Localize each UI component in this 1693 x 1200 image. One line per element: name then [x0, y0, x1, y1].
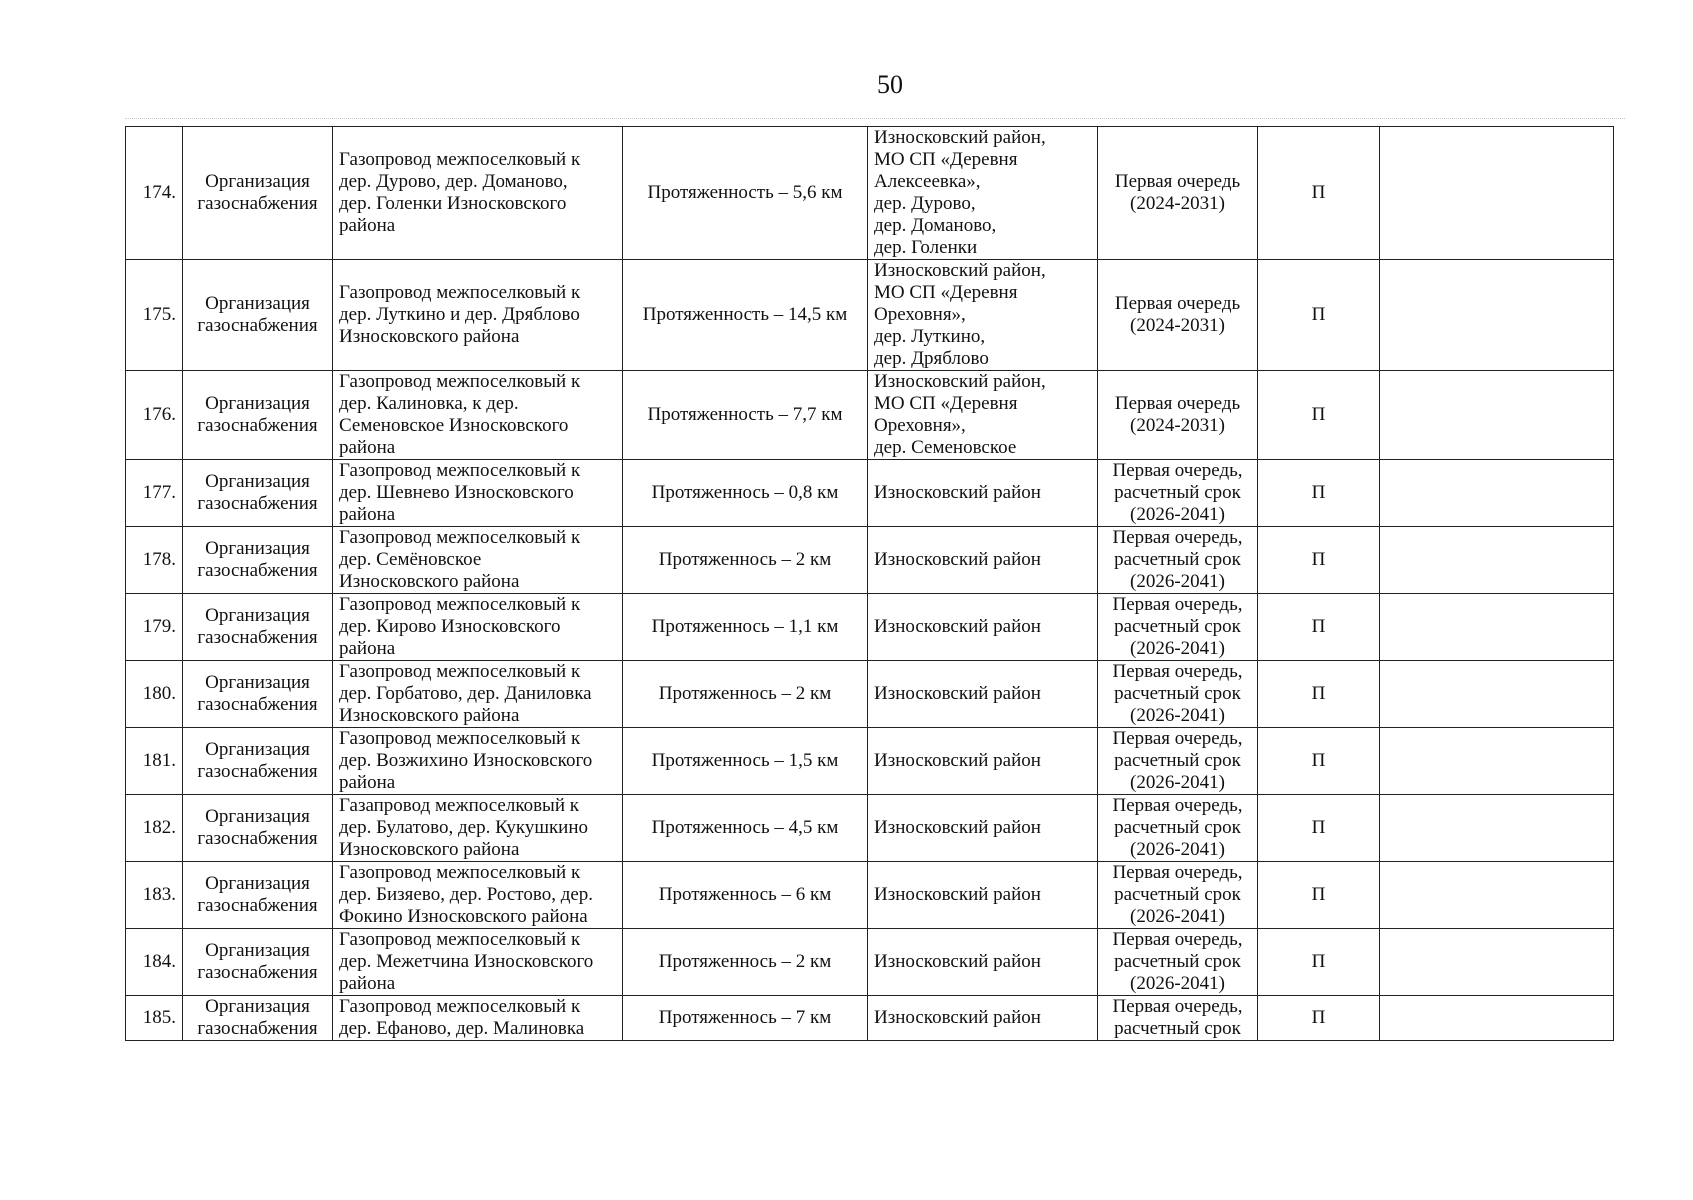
status-cell: [1258, 929, 1380, 996]
status-cell: [1258, 460, 1380, 527]
object-name: Газопровод межпоселковый к дер. Шевнево Износковского района: [339, 460, 581, 525]
activity-type-cell: [183, 996, 333, 1041]
empty-cell: [1380, 929, 1614, 996]
row-number: 180.: [142, 683, 176, 704]
implementation-stage: Первая очередь, расчетный срок (2026-2041): [1112, 661, 1243, 726]
location: Износковский район, МО СП «Деревня Ореховня», дер. Семеновское: [874, 371, 1046, 458]
empty-cell: [1380, 862, 1614, 929]
status-cell: [1258, 795, 1380, 862]
row-number-cell: [126, 728, 183, 795]
location: Износковский район: [874, 817, 1041, 838]
activity-type: Организация газоснабжения: [197, 940, 318, 983]
implementation-stage: Первая очередь (2024-2031): [1114, 393, 1241, 436]
stage-cell: [1098, 862, 1258, 929]
page-number: 50: [877, 70, 903, 99]
implementation-stage: Первая очередь, расчетный срок (2026-2041): [1112, 460, 1243, 525]
table-row: [126, 795, 1614, 862]
row-number-cell: [126, 527, 183, 594]
stage-cell: [1098, 371, 1258, 460]
pipeline-length: Протяженность – 7,7 км: [647, 404, 843, 425]
activity-type-cell: [183, 929, 333, 996]
status-cell: [1258, 127, 1380, 260]
length-cell: [623, 371, 868, 460]
activity-type: Организация газоснабжения: [197, 605, 318, 648]
empty-cell: [1380, 260, 1614, 371]
status-code: П: [1311, 817, 1326, 838]
row-number-cell: [126, 862, 183, 929]
status-cell: [1258, 260, 1380, 371]
status-code: П: [1311, 1007, 1326, 1028]
row-number: 179.: [142, 616, 176, 637]
status-code: П: [1311, 549, 1326, 570]
row-number-cell: [126, 260, 183, 371]
status-code: П: [1311, 616, 1326, 637]
table-row: [126, 371, 1614, 460]
status-cell: [1258, 996, 1380, 1041]
pipeline-length: Протяженность – 14,5 км: [642, 304, 848, 325]
location: Износковский район: [874, 884, 1041, 905]
pipeline-length: Протяженнось – 2 км: [658, 683, 832, 704]
stage-cell: [1098, 661, 1258, 728]
implementation-stage: Первая очередь, расчетный срок (2026-2041): [1112, 929, 1243, 994]
empty-cell: [1380, 127, 1614, 260]
row-number: 178.: [142, 549, 176, 570]
object-name-cell: [333, 527, 623, 594]
object-name-cell: [333, 862, 623, 929]
row-number-cell: [126, 460, 183, 527]
status-code: П: [1311, 750, 1326, 771]
object-name-cell: [333, 996, 623, 1041]
stage-cell: [1098, 527, 1258, 594]
activity-type-cell: [183, 728, 333, 795]
row-number: 181.: [142, 750, 176, 771]
stage-cell: [1098, 460, 1258, 527]
activity-type-cell: [183, 795, 333, 862]
activity-type: Организация газоснабжения: [197, 393, 318, 436]
location-cell: [868, 728, 1098, 795]
object-name: Газопровод межпоселковый к дер. Кирово Износковского района: [339, 594, 581, 659]
status-code: П: [1311, 404, 1326, 425]
implementation-stage: Первая очередь, расчетный срок (2026-2041): [1112, 728, 1243, 793]
length-cell: [623, 929, 868, 996]
activity-type-cell: [183, 594, 333, 661]
location-cell: [868, 661, 1098, 728]
empty-cell: [1380, 661, 1614, 728]
location: Износковский район: [874, 683, 1041, 704]
status-code: П: [1311, 304, 1326, 325]
row-number-cell: [126, 661, 183, 728]
empty-cell: [1380, 795, 1614, 862]
object-name: Газапровод межпоселковый к дер. Булатово, дер. Кукушкино Износковского района: [339, 795, 589, 860]
table-row: [126, 127, 1614, 260]
activity-type-cell: [183, 127, 333, 260]
pipeline-length: Протяженнось – 1,5 км: [651, 750, 839, 771]
pipeline-length: Протяженнось – 7 км: [658, 1007, 832, 1028]
empty-cell: [1380, 371, 1614, 460]
implementation-stage: Первая очередь, расчетный срок (2026-2041): [1112, 862, 1243, 927]
status-cell: [1258, 371, 1380, 460]
stage-cell: [1098, 127, 1258, 260]
location-cell: [868, 371, 1098, 460]
object-name-cell: [333, 371, 623, 460]
table-row: [126, 260, 1614, 371]
object-name-cell: [333, 661, 623, 728]
location-cell: [868, 594, 1098, 661]
object-name-cell: [333, 929, 623, 996]
status-cell: [1258, 728, 1380, 795]
location-cell: [868, 795, 1098, 862]
activity-type: Организация газоснабжения: [197, 873, 318, 916]
object-name-cell: [333, 260, 623, 371]
length-cell: [623, 460, 868, 527]
activity-type: Организация газоснабжения: [197, 293, 318, 336]
status-code: П: [1311, 884, 1326, 905]
row-number: 182.: [142, 817, 176, 838]
implementation-stage: Первая очередь, расчетный срок (2026-2041): [1112, 594, 1243, 659]
object-name: Газопровод межпоселковый к дер. Луткино и дер. Дряблово Износковского района: [339, 282, 581, 347]
location: Износковский район: [874, 951, 1041, 972]
location: Износковский район: [874, 549, 1041, 570]
pipeline-length: Протяженность – 5,6 км: [647, 182, 843, 203]
object-name: Газопровод межпоселковый к дер. Бизяево, дер. Ростово, дер. Фокино Износковского района: [339, 862, 594, 927]
activity-type: Организация газоснабжения: [197, 538, 318, 581]
pipeline-length: Протяженнось – 4,5 км: [651, 817, 839, 838]
length-cell: [623, 127, 868, 260]
status-cell: [1258, 661, 1380, 728]
scan-artifact-line: [125, 118, 1625, 119]
row-number-cell: [126, 127, 183, 260]
status-code: П: [1311, 683, 1326, 704]
location: Износковский район: [874, 482, 1041, 503]
length-cell: [623, 594, 868, 661]
location-cell: [868, 929, 1098, 996]
implementation-stage: Первая очередь, расчетный срок: [1112, 996, 1243, 1039]
length-cell: [623, 862, 868, 929]
length-cell: [623, 661, 868, 728]
activity-type: Организация газоснабжения: [197, 672, 318, 715]
row-number-cell: [126, 929, 183, 996]
length-cell: [623, 527, 868, 594]
object-name-cell: [333, 127, 623, 260]
length-cell: [623, 728, 868, 795]
object-name: Газопровод межпоселковый к дер. Семёновское Износковского района: [339, 527, 581, 592]
object-name-cell: [333, 795, 623, 862]
status-cell: [1258, 527, 1380, 594]
activity-type-cell: [183, 527, 333, 594]
status-cell: [1258, 594, 1380, 661]
row-number-cell: [126, 996, 183, 1041]
empty-cell: [1380, 996, 1614, 1041]
row-number: 175.: [142, 304, 176, 325]
length-cell: [623, 996, 868, 1041]
row-number-cell: [126, 371, 183, 460]
implementation-stage: Первая очередь (2024-2031): [1114, 171, 1241, 214]
empty-cell: [1380, 527, 1614, 594]
stage-cell: [1098, 594, 1258, 661]
row-number: 176.: [142, 404, 176, 425]
table-row: [126, 996, 1614, 1041]
object-name-cell: [333, 728, 623, 795]
table-row: [126, 527, 1614, 594]
stage-cell: [1098, 929, 1258, 996]
activity-type: Организация газоснабжения: [197, 471, 318, 514]
object-name: Газопровод межпоселковый к дер. Межетчина Износковского района: [339, 929, 594, 994]
location-cell: [868, 996, 1098, 1041]
length-cell: [623, 260, 868, 371]
pipeline-length: Протяженнось – 0,8 км: [651, 482, 839, 503]
row-number: 184.: [142, 951, 176, 972]
status-code: П: [1311, 182, 1326, 203]
activity-type-cell: [183, 460, 333, 527]
implementation-stage: Первая очередь, расчетный срок (2026-2041): [1112, 795, 1243, 860]
row-number-cell: [126, 594, 183, 661]
gas-supply-table: [125, 126, 1614, 1041]
object-name: Газопровод межпоселковый к дер. Возжихино Износковского района: [339, 728, 593, 793]
table-row: [126, 929, 1614, 996]
activity-type: Организация газоснабжения: [197, 996, 318, 1039]
location: Износковский район: [874, 1007, 1041, 1028]
object-name-cell: [333, 594, 623, 661]
stage-cell: [1098, 260, 1258, 371]
implementation-stage: Первая очередь (2024-2031): [1114, 293, 1241, 336]
table-row: [126, 862, 1614, 929]
object-name: Газопровод межпоселковый к дер. Калиновка, к дер. Семеновское Износковского района: [339, 371, 581, 458]
table-row: [126, 728, 1614, 795]
stage-cell: [1098, 795, 1258, 862]
row-number: 174.: [142, 182, 176, 203]
empty-cell: [1380, 594, 1614, 661]
object-name: Газопровод межпоселковый к дер. Ефаново, дер. Малиновка: [339, 996, 585, 1039]
location-cell: [868, 127, 1098, 260]
location: Износковский район: [874, 616, 1041, 637]
location-cell: [868, 862, 1098, 929]
activity-type-cell: [183, 661, 333, 728]
row-number: 177.: [142, 482, 176, 503]
activity-type-cell: [183, 260, 333, 371]
activity-type-cell: [183, 862, 333, 929]
pipeline-length: Протяженнось – 2 км: [658, 951, 832, 972]
row-number: 185.: [142, 1007, 176, 1028]
activity-type: Организация газоснабжения: [197, 739, 318, 782]
location-cell: [868, 260, 1098, 371]
stage-cell: [1098, 996, 1258, 1041]
table-row: [126, 460, 1614, 527]
activity-type: Организация газоснабжения: [197, 806, 318, 849]
length-cell: [623, 795, 868, 862]
location: Износковский район, МО СП «Деревня Ореховня», дер. Луткино, дер. Дряблово: [874, 260, 1046, 369]
activity-type: Организация газоснабжения: [197, 171, 318, 214]
location-cell: [868, 460, 1098, 527]
table-row: [126, 661, 1614, 728]
pipeline-length: Протяженнось – 1,1 км: [651, 616, 839, 637]
pipeline-length: Протяженнось – 6 км: [658, 884, 832, 905]
status-code: П: [1311, 482, 1326, 503]
location: Износковский район: [874, 750, 1041, 771]
pipeline-length: Протяженнось – 2 км: [658, 549, 832, 570]
status-cell: [1258, 862, 1380, 929]
object-name: Газопровод межпоселковый к дер. Горбатово, дер. Даниловка Износковского района: [339, 661, 592, 726]
status-code: П: [1311, 951, 1326, 972]
empty-cell: [1380, 728, 1614, 795]
implementation-stage: Первая очередь, расчетный срок (2026-2041): [1112, 527, 1243, 592]
object-name-cell: [333, 460, 623, 527]
stage-cell: [1098, 728, 1258, 795]
table-row: [126, 594, 1614, 661]
row-number-cell: [126, 795, 183, 862]
location: Износковский район, МО СП «Деревня Алексеевка», дер. Дурово, дер. Доманово, дер. Голенки: [874, 127, 1046, 258]
row-number: 183.: [142, 884, 176, 905]
activity-type-cell: [183, 371, 333, 460]
object-name: Газопровод межпоселковый к дер. Дурово, дер. Доманово, дер. Голенки Износковского района: [339, 149, 581, 236]
empty-cell: [1380, 460, 1614, 527]
location-cell: [868, 527, 1098, 594]
